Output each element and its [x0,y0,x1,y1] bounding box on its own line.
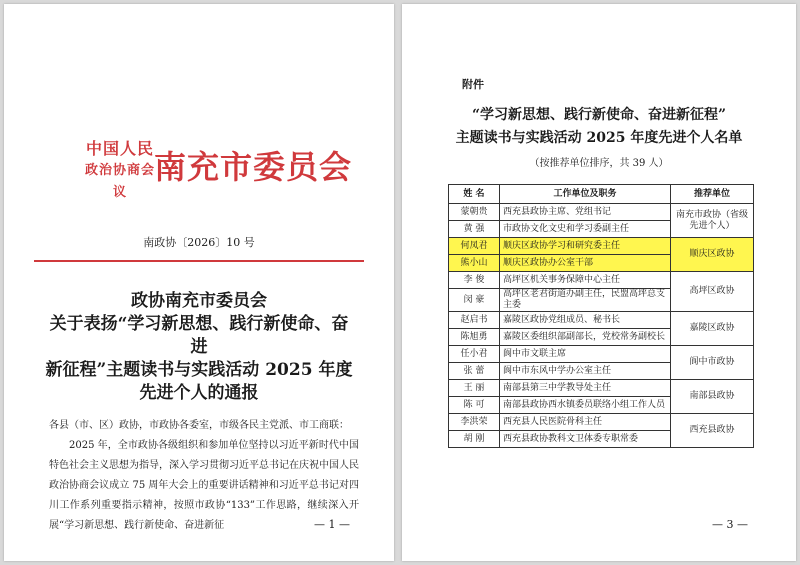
honoree-table [448,184,754,448]
job-cell: 高坪区老君街道办副主任，民盟高坪总支主委 [500,289,671,312]
table-row [449,204,754,221]
recommender-cell: 阆中市政协 [671,346,754,380]
name-cell: 陈旭勇 [449,329,500,346]
job-cell: 阆中市文联主席 [500,346,671,363]
recommender-cell: 嘉陵区政协 [671,312,754,346]
job-cell: 阆中市东风中学办公室主任 [500,363,671,380]
table-header-row [449,185,754,204]
list-title-line-2: 主题读书与实践活动 2025 年度先进个人名单 [455,130,743,146]
header-name: 姓 名 [449,185,500,204]
recommender-cell: 南充市政协（省级先进个人） [671,204,754,238]
job-cell: 嘉陵区政协党组成员、秘书长 [500,312,671,329]
left-page [4,4,394,561]
recommender-cell: 高坪区政协 [671,272,754,312]
recommender-cell: 西充县政协 [671,414,754,448]
title-line: 新征程”主题读书与实践活动 2025 年度 [45,360,353,380]
job-cell: 嘉陵区委组织部副部长，党校常务副校长 [500,329,671,346]
recommender-cell: 南部县政协 [671,380,754,414]
job-cell: 顺庆区政协学习和研究委主任 [500,238,671,255]
org-line-1: 中国人民 [85,139,154,158]
header-recommender: 推荐单位 [671,185,754,204]
name-cell: 何凤君 [449,238,500,255]
job-cell: 西充县人民医院骨科主任 [500,414,671,431]
job-cell: 市政协文化文史和学习委副主任 [500,221,671,238]
name-cell: 王 丽 [449,380,500,397]
name-cell: 闵 豪 [449,289,500,312]
job-cell: 西充县政协教科文卫体委专职常委 [500,431,671,448]
right-page [402,4,796,561]
name-cell: 胡 刚 [449,431,500,448]
job-cell: 高坪区机关事务保障中心主任 [500,272,671,289]
table-row [449,272,754,289]
name-cell: 黄 强 [449,221,500,238]
table-row [449,346,754,363]
recommender-cell: 顺庆区政协 [671,238,754,272]
page-number: — 1 — [314,518,350,531]
table-row [449,380,754,397]
title-line: 先进个人的通报 [139,383,259,403]
attachment-label: 附件 [462,78,484,91]
header-org-name: 南充市委员会 [154,148,353,186]
list-subtitle: （按推荐单位排序，共 39 人） [529,158,669,169]
job-cell: 西充县政协主席、党组书记 [500,204,671,221]
name-cell: 张 蕾 [449,363,500,380]
title-line: 关于表扬“学习新思想、践行新使命、奋进 [49,314,349,357]
job-cell: 顺庆区政协办公室干部 [500,255,671,272]
table-row-highlighted [449,238,754,255]
name-cell: 蒙朝贵 [449,204,500,221]
red-divider [34,260,364,262]
job-cell: 南部县政协西水镇委员联络小组工作人员 [500,397,671,414]
name-cell: 赵启书 [449,312,500,329]
page-number: — 3 — [712,518,748,531]
header-job: 工作单位及职务 [500,185,671,204]
header-org-label [80,138,160,204]
job-cell: 南部县第三中学教导处主任 [500,380,671,397]
document-number: 南政协〔2026〕10 号 [143,236,255,249]
table-row [449,312,754,329]
name-cell: 陈 可 [449,397,500,414]
notice-title [44,290,354,405]
title-line: 政协南充市委员会 [131,291,267,311]
org-line-2: 政治协商会议 [84,163,155,200]
name-cell: 任小君 [449,346,500,363]
salutation: 各县（市、区）政协，市政协各委室，市级各民主党派、市工商联： [49,420,349,431]
list-title-line-1: “学习新思想、践行新使命、奋进新征程” [471,107,727,123]
name-cell: 李 俊 [449,272,500,289]
table-row [449,414,754,431]
name-cell: 熊小山 [449,255,500,272]
body-paragraph: 2025 年，全市政协各级组织和参加单位坚持以习近平新时代中国特色社会主义思想为指导，深入学习贯彻习近平总书记在庆祝中国人民政治协商会议成立 75 周年大会上的重要讲话精神和习近平总书记对四川工作系列重要指示精神，按照市政协“133”工作思路，继续深入开展“学习新思想、践行新使命、奋进新征 [49,440,359,531]
name-cell: 李洪荣 [449,414,500,431]
